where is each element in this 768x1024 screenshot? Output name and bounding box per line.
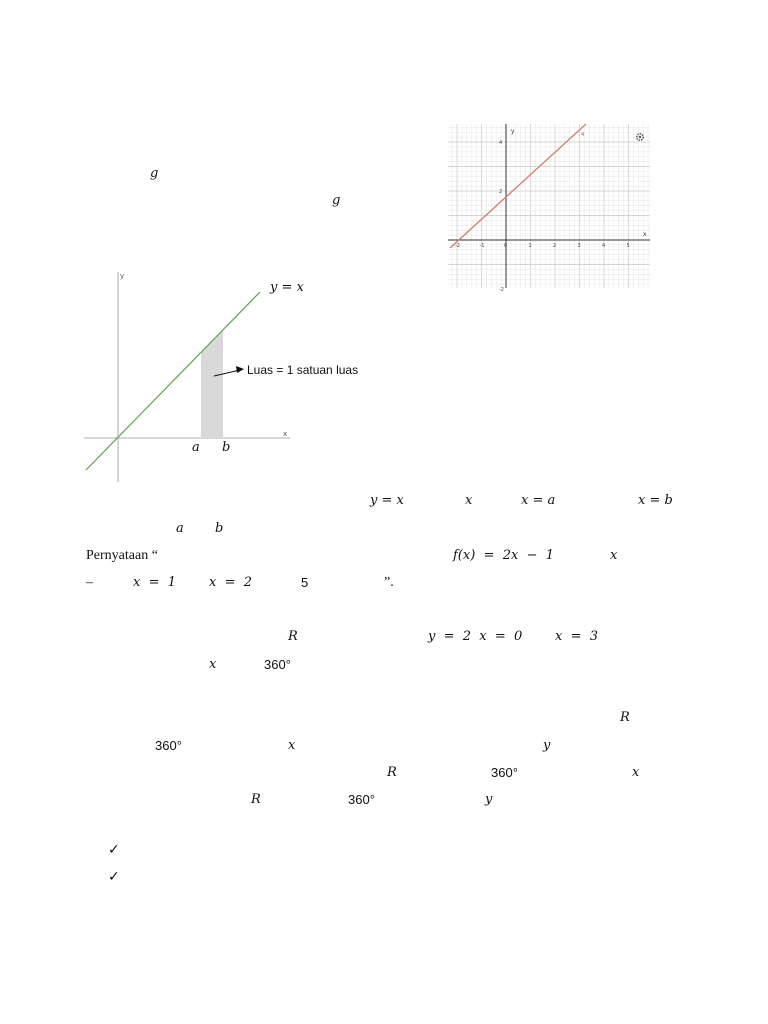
dash: – xyxy=(86,575,93,590)
math-x-eq-1: x = 1 xyxy=(133,575,177,590)
degree-360: 360° xyxy=(264,657,291,672)
math-y: y xyxy=(543,738,551,753)
x-tick-label: 3 xyxy=(577,243,581,249)
math-x: x xyxy=(632,765,640,780)
checkmark-icon: ✓ xyxy=(108,842,120,858)
y-tick-label: -2 xyxy=(499,287,504,293)
math-x-eq-b: x = b xyxy=(638,493,673,508)
degree-360: 360° xyxy=(155,738,182,753)
a-label: a xyxy=(192,440,200,455)
number-5: 5 xyxy=(301,575,309,590)
degree-360: 360° xyxy=(491,765,518,780)
math-R: R xyxy=(387,765,397,780)
y-tick-label: 4 xyxy=(499,140,503,146)
line-label: y = x xyxy=(270,280,304,295)
math-x-eq-a: x = a xyxy=(521,493,556,508)
y-axis-label: y xyxy=(120,272,125,280)
math-R: R xyxy=(288,629,298,644)
math-y: y xyxy=(485,792,493,807)
x-tick-label: 2 xyxy=(553,243,557,249)
math-x-eq-3: x = 3 xyxy=(555,629,599,644)
y-axis-label: y xyxy=(511,128,515,135)
math-equation: y = 2 x = 0 xyxy=(428,629,523,644)
statement-close: ”. xyxy=(384,575,394,590)
x-tick-label: -1 xyxy=(479,243,485,249)
degree-360: 360° xyxy=(348,792,375,807)
y-tick-label: 2 xyxy=(499,189,503,195)
x-tick-label: 1 xyxy=(528,243,532,249)
line-label: 4 xyxy=(581,132,585,138)
line-graph-grid xyxy=(448,124,650,293)
math-R: R xyxy=(620,710,630,725)
x-tick-label: 4 xyxy=(602,243,606,249)
x-axis-label: x xyxy=(643,231,647,238)
x-tick-label: -2 xyxy=(455,243,460,249)
statement-prefix: Pernyataan “ xyxy=(86,548,158,563)
math-x: x xyxy=(288,738,296,753)
math-x: x xyxy=(610,548,618,563)
x-axis-label: x xyxy=(283,430,288,438)
green-line xyxy=(86,292,260,470)
math-g: g xyxy=(332,193,341,208)
x-tick-label: 5 xyxy=(626,243,630,249)
checkmark-icon: ✓ xyxy=(108,869,120,885)
area-graph xyxy=(84,268,374,484)
b-label: b xyxy=(222,440,231,455)
area-annotation: Luas = 1 satuan luas xyxy=(247,363,359,377)
math-y-eq-x: y = x xyxy=(370,493,404,508)
math-x-eq-2: x = 2 xyxy=(209,575,253,590)
math-a: a xyxy=(176,521,184,536)
math-R: R xyxy=(251,792,261,807)
math-b: b xyxy=(215,521,224,536)
math-x: x xyxy=(209,657,217,672)
math-x: x xyxy=(465,493,473,508)
math-fx: f(x) = 2x − 1 xyxy=(453,548,555,563)
math-g: g xyxy=(150,166,159,181)
x-tick-label: 0 xyxy=(504,243,508,249)
shaded-area xyxy=(201,331,223,438)
